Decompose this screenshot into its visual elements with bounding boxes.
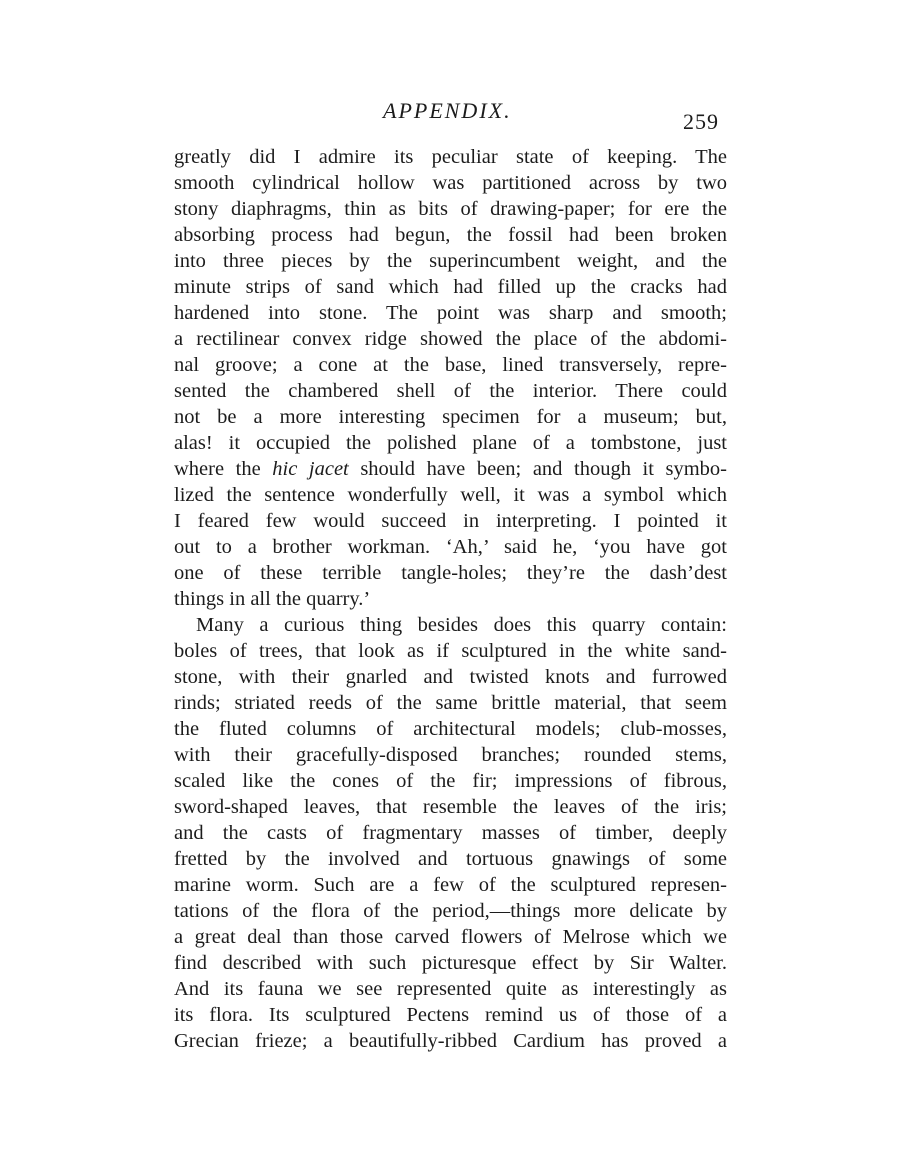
running-header — [0, 98, 900, 134]
text-line: minute strips of sand which had filled up the cracks had — [174, 276, 727, 298]
text-line: a great deal than those carved flowers of Melrose which we — [174, 926, 727, 948]
text-line: into three pieces by the superincumbent weight, and the — [174, 250, 727, 272]
paragraph-2 — [174, 612, 727, 1054]
text-line: things in all the quarry.’ — [174, 588, 371, 610]
text-line: scaled like the cones of the fir; impressions of fibrous, — [174, 770, 727, 792]
paragraph-1 — [174, 144, 727, 612]
text-line: stony diaphragms, thin as bits of drawing-paper; for ere the — [174, 198, 727, 220]
text-line: fretted by the involved and tortuous gnawings of some — [174, 848, 727, 870]
text-line: absorbing process had begun, the fossil had been broken — [174, 224, 727, 246]
text-line: stone, with their gnarled and twisted knots and furrowed — [174, 666, 727, 688]
text-line: rinds; striated reeds of the same brittle material, that seem — [174, 692, 727, 714]
italic-phrase: hic jacet — [272, 458, 349, 480]
text-line: and the casts of fragmentary masses of timber, deeply — [174, 822, 727, 844]
text-line: find described with such picturesque effect by Sir Walter. — [174, 952, 727, 974]
running-title: APPENDIX. — [383, 98, 512, 123]
text-line: one of these terrible tangle-holes; they’re the dash’dest — [174, 562, 727, 584]
text-line: out to a brother workman. ‘Ah,’ said he, ‘you have got — [174, 536, 727, 558]
text-line: tations of the flora of the period,—things more delicate by — [174, 900, 727, 922]
text-line: And its fauna we see represented quite as interestingly as — [174, 978, 727, 1000]
line-segment: where the — [174, 458, 273, 480]
text-line: marine worm. Such are a few of the sculptured represen- — [174, 874, 727, 896]
text-line: its flora. Its sculptured Pectens remind us of those of a — [174, 1004, 727, 1026]
text-line-with-italic — [174, 456, 727, 482]
text-line: nal groove; a cone at the base, lined transversely, repre- — [174, 354, 727, 376]
text-line: lized the sentence wonderfully well, it was a symbol which — [174, 484, 727, 506]
text-line: boles of trees, that look as if sculptured in the white sand- — [174, 640, 727, 662]
text-line: not be a more interesting specimen for a museum; but, — [174, 406, 727, 428]
page-number: 259 — [683, 109, 719, 134]
text-line: I feared few would succeed in interpreting. I pointed it — [174, 510, 727, 532]
body-text — [174, 144, 727, 1054]
text-line: hardened into stone. The point was sharp and smooth; — [174, 302, 727, 324]
text-line: Many a curious thing besides does this quarry contain: — [196, 614, 727, 636]
text-line: with their gracefully-disposed branches; rounded stems, — [174, 744, 727, 766]
text-line: greatly did I admire its peculiar state of keeping. The — [174, 146, 727, 168]
text-line: smooth cylindrical hollow was partitioned across by two — [174, 172, 727, 194]
text-line: a rectilinear convex ridge showed the place of the abdomi- — [174, 328, 727, 350]
text-line: sented the chambered shell of the interior. There could — [174, 380, 727, 402]
line-segment: should have been; and though it symbo- — [348, 458, 727, 480]
text-line: sword-shaped leaves, that resemble the leaves of the iris; — [174, 796, 727, 818]
text-line: alas! it occupied the polished plane of a tombstone, just — [174, 432, 727, 454]
text-line: Grecian frieze; a beautifully-ribbed Cardium has proved a — [174, 1030, 727, 1052]
text-line: the fluted columns of architectural models; club-mosses, — [174, 718, 727, 740]
